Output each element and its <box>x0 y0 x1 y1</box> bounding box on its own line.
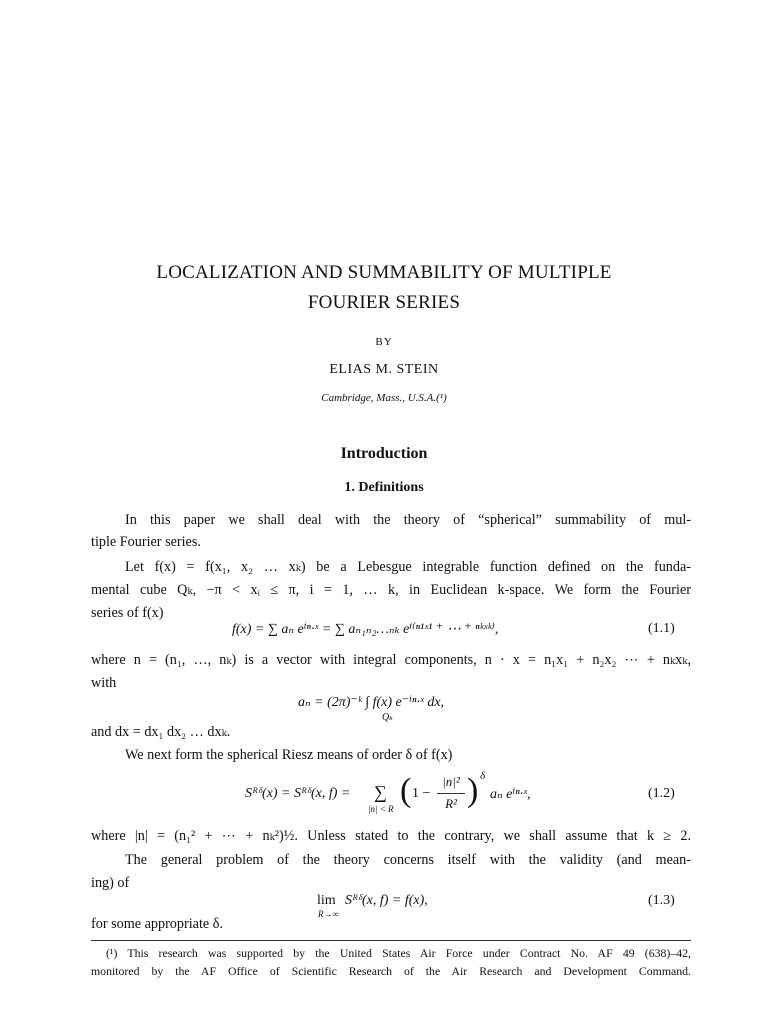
paragraph-7-line-2: ing) of <box>91 875 130 891</box>
paragraph-7-line-1: The general problem of the theory concerns itself with the validity (and mean- <box>125 852 691 868</box>
equation-1-2-one-minus: 1 − <box>412 786 431 801</box>
author-affiliation: Cambridge, Mass., U.S.A.(¹) <box>321 392 447 404</box>
equation-1-2-fraction-bar <box>437 793 465 794</box>
equation-1-2-numerator: |n|² <box>442 774 460 789</box>
paragraph-2-line-3: series of f(x) <box>91 605 164 621</box>
equation-1-3-number: (1.3) <box>648 893 675 908</box>
equation-1-2-denominator: R² <box>445 796 457 811</box>
equation-1-2-lhs: Sᴿᵟ(x) = Sᴿᵟ(x, f) = <box>245 786 351 801</box>
paper-title-line-1: LOCALIZATION AND SUMMABILITY OF MULTIPLE <box>156 262 612 283</box>
equation-1-3-lim: lim <box>317 893 336 908</box>
equation-coefficients-domain: Qₖ <box>382 712 393 723</box>
footnote-line-2: monitored by the AF Office of Scientific Research of the Air Research and Development Command. <box>91 964 691 978</box>
section-heading: Introduction <box>340 445 428 462</box>
author-name: ELIAS M. STEIN <box>329 362 439 377</box>
equation-1-2-sum-sign: ∑ <box>374 782 387 802</box>
footnote-rule <box>91 940 691 941</box>
paragraph-5: We next form the spherical Riesz means of order δ of f(x) <box>125 747 453 763</box>
paragraph-6: where |n| = (n₁² + ⋯ + nₖ²)½. Unless stated to the contrary, we shall assume that k ≥ 2. <box>91 828 691 844</box>
equation-1-2-exponent: δ <box>480 770 486 782</box>
paper-title-line-2: FOURIER SERIES <box>307 292 461 313</box>
paragraph-2-line-2: mental cube Qₖ, −π < xᵢ ≤ π, i = 1, … k, in Euclidean k-space. We form the Fourier <box>91 582 691 598</box>
paragraph-8: for some appropriate δ. <box>91 916 223 932</box>
paragraph-2-line-1: Let f(x) = f(x₁, x₂ … xₖ) be a Lebesgue integrable function defined on the funda- <box>125 559 691 575</box>
equation-1-3-body: Sᴿᵟ(x, f) = f(x), <box>345 893 428 908</box>
paragraph-3-line-1: where n = (n₁, …, nₖ) is a vector with integral components, n · x = n₁x₁ + n₂x₂ ⋯ + nₖxₖ, <box>91 652 691 668</box>
equation-1-2-tail: aₙ eⁱⁿ·ˣ, <box>490 787 531 802</box>
equation-1-3-lim-subscript: R→∞ <box>318 909 339 919</box>
footnote-line-1: (¹) This research was supported by the United States Air Force under Contract No. AF 49 (638)–42, <box>106 946 691 960</box>
paragraph-1-line-1: In this paper we shall deal with the theory of “spherical” summability of mul- <box>125 512 691 528</box>
paragraph-1-line-2: tiple Fourier series. <box>91 534 201 550</box>
equation-1-2-paren-open: ( <box>400 772 412 809</box>
equation-1-2-sum-range: |n| < R <box>368 804 394 814</box>
equation-1-2-paren-close: ) <box>467 772 479 809</box>
paragraph-3-line-2: with <box>91 675 117 691</box>
equation-coefficients: aₙ = (2π)⁻ᵏ ∫ f(x) e⁻ⁱⁿ·ˣ dx, <box>298 695 445 710</box>
by-label: BY <box>375 336 393 348</box>
equation-1-1-number: (1.1) <box>648 621 675 636</box>
paragraph-4: and dx = dx₁ dx₂ … dxₖ. <box>91 724 231 740</box>
subsection-heading: 1. Definitions <box>344 480 424 495</box>
equation-1-2-number: (1.2) <box>648 786 675 801</box>
equation-1-1: f(x) = ∑ aₙ eⁱⁿ·ˣ = ∑ aₙ₁ₙ₂…ₙₖ eⁱ⁽ⁿ¹ˣ¹ ⁺ ⋯ ⁺ ⁿᵏˣᵏ⁾, <box>232 622 499 637</box>
